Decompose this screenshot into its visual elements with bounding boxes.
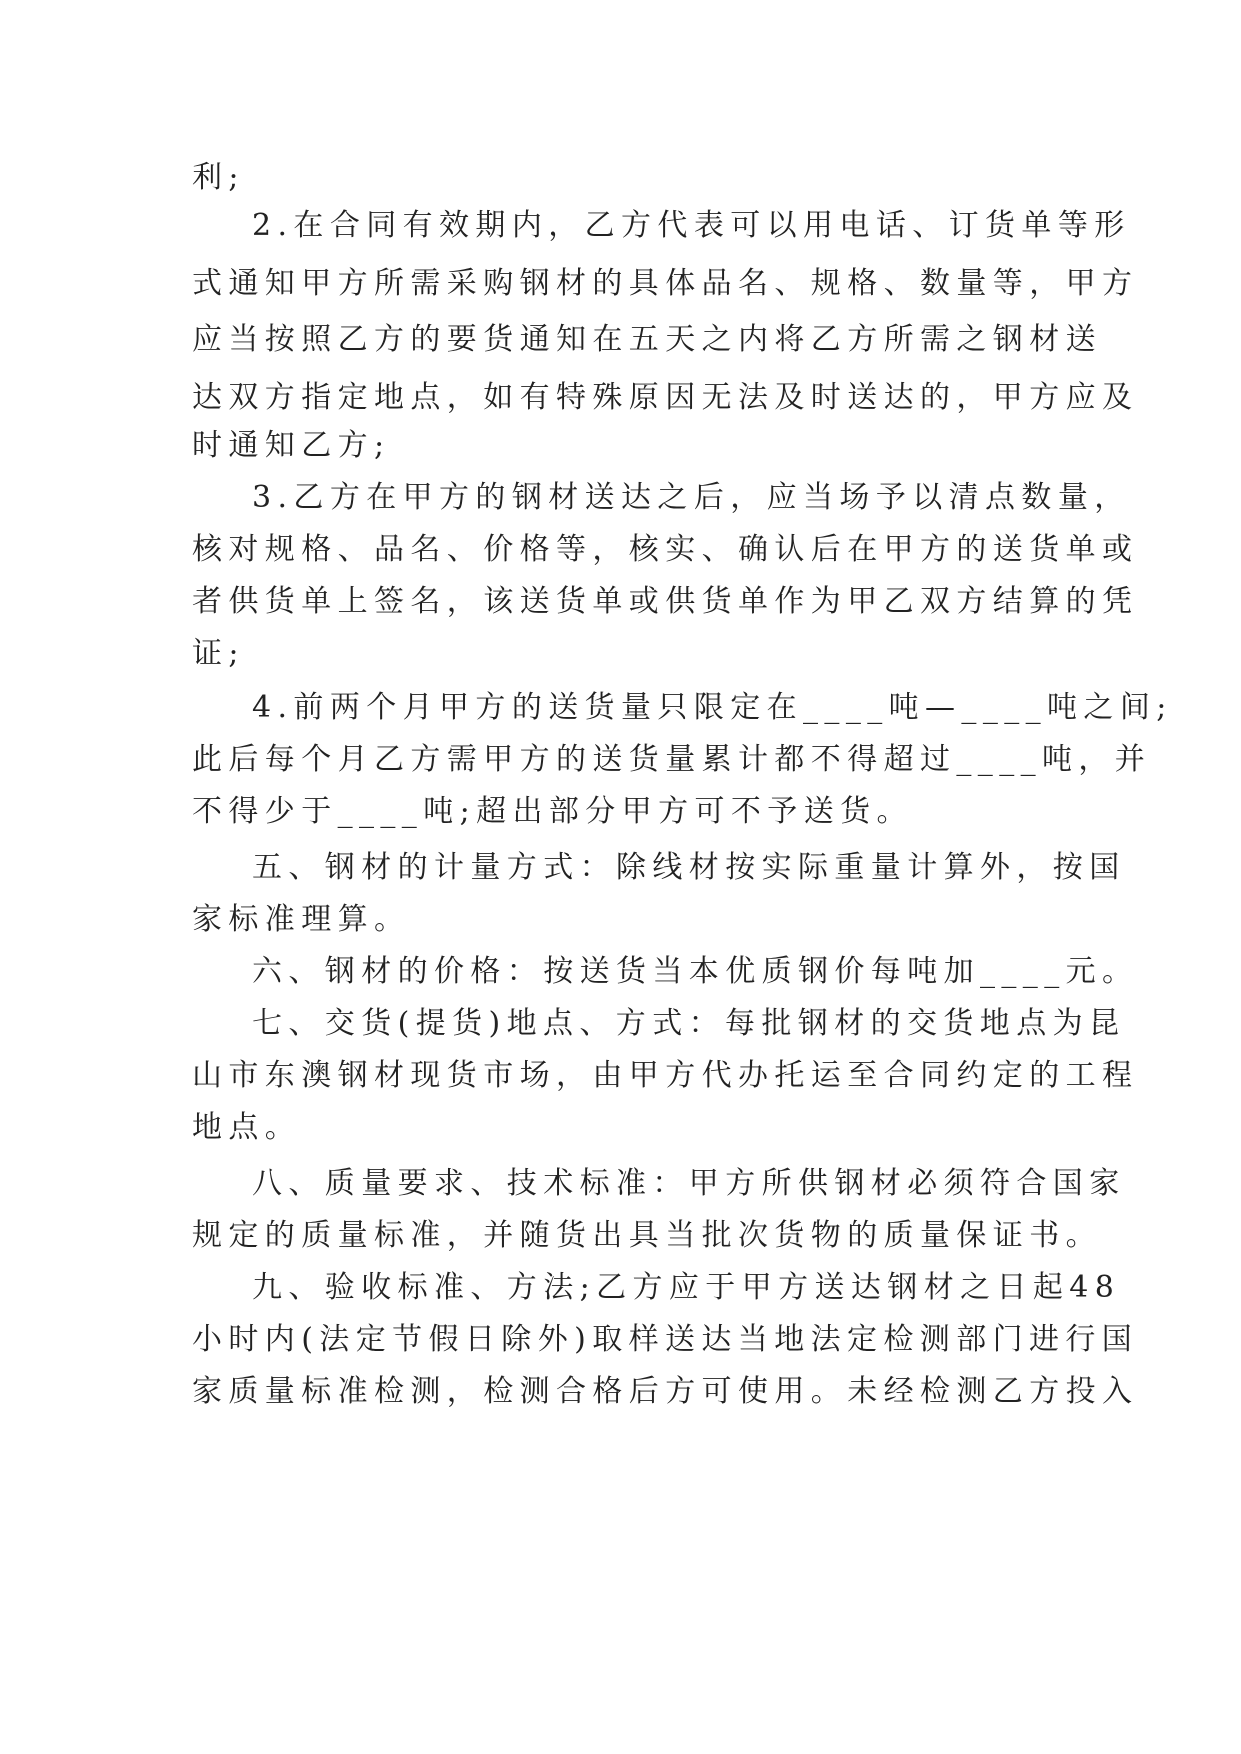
text-line: 应当按照乙方的要货通知在五天之内将乙方所需之钢材送 [192, 322, 1102, 357]
text-line: 六、钢材的价格：按送货当本优质钢价每吨加____元。 [252, 954, 1139, 989]
text-line: 时通知乙方; [192, 428, 391, 463]
text-line: 2.在合同有效期内，乙方代表可以用电话、订货单等形 [252, 208, 1131, 243]
text-line: 3.乙方在甲方的钢材送达之后，应当场予以清点数量， [252, 480, 1131, 515]
text-line: 者供货单上签名，该送货单或供货单作为甲乙双方结算的凭 [192, 584, 1139, 619]
text-line: 家标准理算。 [192, 902, 411, 937]
text-line: 规定的质量标准，并随货出具当批次货物的质量保证书。 [192, 1218, 1102, 1253]
text-line: 核对规格、品名、价格等，核实、确认后在甲方的送货单或 [192, 532, 1139, 567]
text-line: 七、交货(提货)地点、方式：每批钢材的交货地点为昆 [252, 1006, 1126, 1041]
text-line: 家质量标准检测，检测合格后方可使用。未经检测乙方投入 [192, 1374, 1139, 1409]
text-line: 此后每个月乙方需甲方的送货量累计都不得超过____吨，并 [192, 742, 1152, 777]
text-line: 地点。 [192, 1110, 302, 1145]
text-line: 九、验收标准、方法;乙方应于甲方送达钢材之日起48 [252, 1270, 1121, 1305]
text-line: 山市东澳钢材现货市场，由甲方代办托运至合同约定的工程 [192, 1058, 1139, 1093]
text-line: 4.前两个月甲方的送货量只限定在____吨—____吨之间; [252, 690, 1173, 725]
text-line: 八、质量要求、技术标准：甲方所供钢材必须符合国家 [252, 1166, 1126, 1201]
text-line: 五、钢材的计量方式：除线材按实际重量计算外，按国 [252, 850, 1126, 885]
text-line: 达双方指定地点，如有特殊原因无法及时送达的，甲方应及 [192, 380, 1139, 415]
text-line: 式通知甲方所需采购钢材的具体品名、规格、数量等，甲方 [192, 266, 1139, 301]
text-line: 利; [192, 160, 245, 195]
text-line: 小时内(法定节假日除外)取样送达当地法定检测部门进行国 [192, 1322, 1139, 1357]
text-line: 证; [192, 636, 245, 671]
text-line: 不得少于____吨;超出部分甲方可不予送货。 [192, 794, 913, 829]
